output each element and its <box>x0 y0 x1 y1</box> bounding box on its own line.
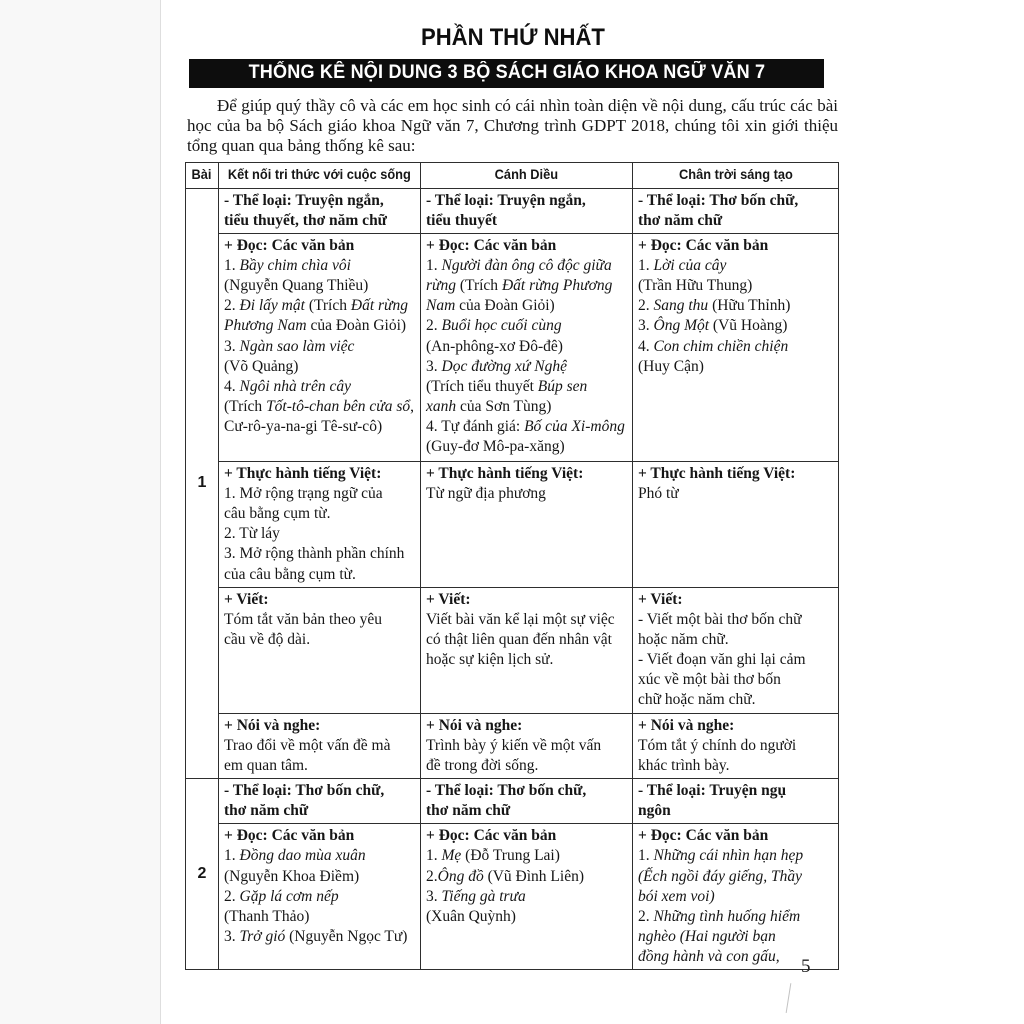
table-cell-noi-va-nghe-col3: + Nói và nghe: Tóm tắt ý chính do người khác trình bày. <box>633 713 839 778</box>
comparison-table <box>185 162 839 971</box>
col-header-0: Bài <box>186 162 219 188</box>
table-body <box>186 188 839 970</box>
table-cell-noi-va-nghe-col1: + Nói và nghe: Trao đổi về một vấn đề mà em quan tâm. <box>219 713 421 778</box>
table-cell-noi-va-nghe-col2: + Nói và nghe: Trình bày ý kiến về một vấn đề trong đời sống. <box>421 713 633 778</box>
table-cell-thuc-hanh-tieng-viet-col1: + Thực hành tiếng Việt: 1. Mở rộng trạng ngữ của câu bằng cụm từ. 2. Từ láy 3. Mở rộng thành phần chính của câu bằng cụm từ. <box>219 461 421 587</box>
table-cell-thuc-hanh-tieng-viet-col2: + Thực hành tiếng Việt: Từ ngữ địa phương <box>421 461 633 587</box>
table-row-doc <box>186 824 839 970</box>
col-header-2: Cánh Diều <box>421 162 633 188</box>
page-number: 5 <box>801 956 811 977</box>
bai-cell: 1 <box>186 188 219 778</box>
table-cell-doc-col2: + Đọc: Các văn bản 1. Người đàn ông cô độc giữa rừng (Trích Đất rừng Phương Nam của Đoàn Giỏi) 2. Buổi học cuối cùng (An-phông-xơ Đô-đê) 3. Dọc đường xứ Nghệ (Trích tiểu thuyết Búp sen xanh của Sơn Tùng) 4. Tự đánh giá: Bố của Xi-mông (Guy-đơ Mô-pa-xăng) <box>421 233 633 461</box>
col-header-3: Chân trời sáng tạo <box>633 162 839 188</box>
table-row-the-loai <box>186 779 839 824</box>
page-content <box>187 24 838 970</box>
table-cell-viet-col3: + Viết: - Viết một bài thơ bốn chữ hoặc năm chữ. - Viết đoạn văn ghi lại cảm xúc về một bài thơ bốn chữ hoặc năm chữ. <box>633 587 839 713</box>
table-header-row <box>186 162 839 188</box>
table-cell-doc-col2: + Đọc: Các văn bản 1. Mẹ (Đỗ Trung Lai) 2.Ông đồ (Vũ Đình Liên) 3. Tiếng gà trưa (Xuân Quỳnh) <box>421 824 633 970</box>
table-row-viet <box>186 587 839 713</box>
page-title: PHẦN THỨ NHẤT <box>420 24 605 51</box>
table-cell-doc-col3: + Đọc: Các văn bản 1. Lời của cây (Trần Hữu Thung) 2. Sang thu (Hữu Thỉnh) 3. Ông Một (Vũ Hoàng) 4. Con chim chiền chiện (Huy Cận) <box>633 233 839 461</box>
table-cell-the-loai-col2: - Thể loại: Truyện ngắn, tiểu thuyết <box>421 188 633 233</box>
table-row-thuc-hanh-tieng-viet <box>186 461 839 587</box>
section-banner: THỐNG KÊ NỘI DUNG 3 BỘ SÁCH GIÁO KHOA NGỮ VĂN 7 <box>189 59 824 88</box>
bai-cell: 2 <box>186 779 219 970</box>
table-cell-the-loai-col1: - Thể loại: Thơ bốn chữ, thơ năm chữ <box>219 779 421 824</box>
page-curl-mark <box>785 983 792 1013</box>
page-edge-shadow <box>160 0 161 1024</box>
page-left-margin <box>0 0 160 1024</box>
table-cell-doc-col1: + Đọc: Các văn bản 1. Đồng dao mùa xuân (Nguyễn Khoa Điềm) 2. Gặp lá cơm nếp (Thanh Thảo) 3. Trở gió (Nguyễn Ngọc Tư) <box>219 824 421 970</box>
table-row-doc <box>186 233 839 461</box>
table-cell-the-loai-col3: - Thể loại: Truyện ngụ ngôn <box>633 779 839 824</box>
table-cell-thuc-hanh-tieng-viet-col3: + Thực hành tiếng Việt: Phó từ <box>633 461 839 587</box>
table-row-noi-va-nghe <box>186 713 839 778</box>
intro-paragraph: Để giúp quý thầy cô và các em học sinh có cái nhìn toàn diện về nội dung, cấu trúc các bài học của ba bộ Sách giáo khoa Ngữ văn 7, Chương trình GDPT 2018, chúng tôi xin giới thiệu tổng quan qua bảng thống kê sau: <box>187 96 838 155</box>
table-row-the-loai <box>186 188 839 233</box>
table-cell-viet-col2: + Viết: Viết bài văn kể lại một sự việc có thật liên quan đến nhân vật hoặc sự kiện lịch sử. <box>421 587 633 713</box>
table-header <box>186 162 839 188</box>
table-cell-doc-col1: + Đọc: Các văn bản 1. Bầy chim chìa vôi (Nguyễn Quang Thiều) 2. Đi lấy mật (Trích Đất rừng Phương Nam của Đoàn Giỏi) 3. Ngàn sao làm việc (Võ Quảng) 4. Ngôi nhà trên cây (Trích Tốt-tô-chan bên cửa sổ, Cư-rô-ya-na-gi Tê-sư-cô) <box>219 233 421 461</box>
table-cell-viet-col1: + Viết: Tóm tắt văn bản theo yêu cầu về độ dài. <box>219 587 421 713</box>
col-header-1: Kết nối tri thức với cuộc sống <box>219 162 421 188</box>
table-cell-doc-col3: + Đọc: Các văn bản 1. Những cái nhìn hạn hẹp (Ếch ngồi đáy giếng, Thầy bói xem voi) 2. Những tình huống hiểm nghèo (Hai người bạn đồng hành và con gấu, <box>633 824 839 970</box>
table-cell-the-loai-col3: - Thể loại: Thơ bốn chữ, thơ năm chữ <box>633 188 839 233</box>
table-cell-the-loai-col1: - Thể loại: Truyện ngắn, tiểu thuyết, thơ năm chữ <box>219 188 421 233</box>
table-cell-the-loai-col2: - Thể loại: Thơ bốn chữ, thơ năm chữ <box>421 779 633 824</box>
